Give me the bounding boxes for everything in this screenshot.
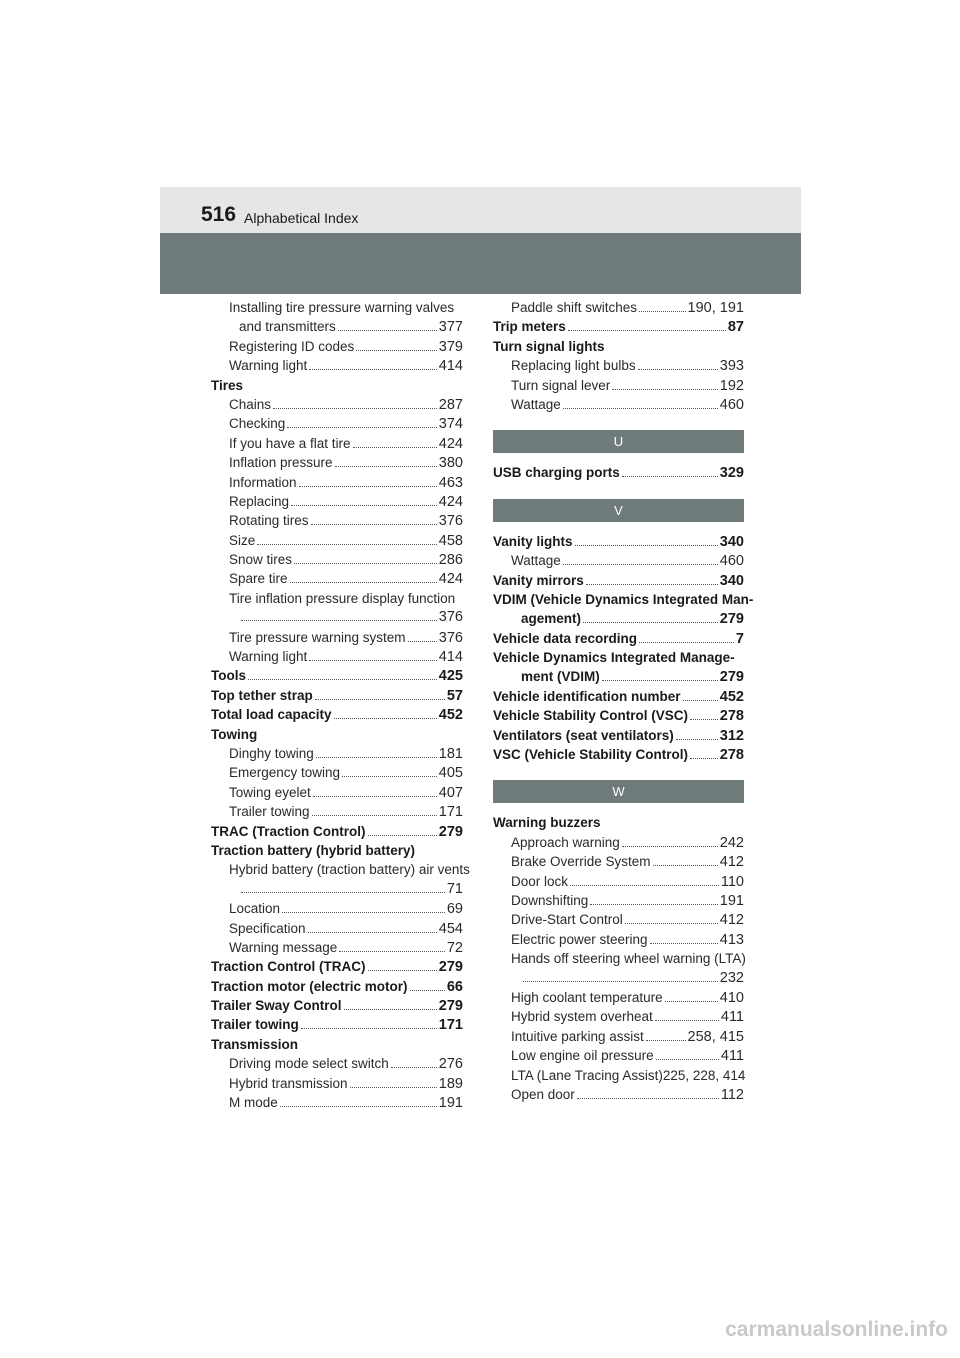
dot-leader bbox=[676, 739, 718, 740]
index-subentry bbox=[493, 872, 744, 891]
entry-page-ref: 411 bbox=[720, 1048, 744, 1065]
dot-leader bbox=[656, 1059, 719, 1060]
entry-label: Size bbox=[229, 532, 256, 548]
entry-page-ref: 379 bbox=[438, 338, 463, 355]
page-title: Alphabetical Index bbox=[244, 210, 359, 226]
dot-leader bbox=[690, 719, 718, 720]
entry-label: High coolant temperature bbox=[511, 989, 663, 1005]
index-entry bbox=[211, 957, 463, 976]
dot-leader bbox=[655, 1020, 719, 1021]
dot-leader bbox=[368, 970, 437, 971]
entry-label: Door lock bbox=[511, 873, 569, 889]
entry-label: VSC (Vehicle Stability Control) bbox=[493, 747, 689, 763]
entry-label: Wattage bbox=[511, 396, 561, 412]
entry-page-ref: 424 bbox=[438, 435, 463, 452]
entry-label: Tire inflation pressure display function bbox=[229, 590, 456, 606]
index-subentry bbox=[211, 434, 463, 453]
index-subentry bbox=[493, 891, 744, 910]
dot-leader bbox=[308, 932, 437, 933]
index-entry bbox=[493, 745, 744, 764]
index-subentry bbox=[211, 899, 463, 918]
index-subentry bbox=[211, 783, 463, 802]
dot-leader bbox=[683, 700, 718, 701]
dot-leader bbox=[273, 408, 437, 409]
entry-page-ref: 411 bbox=[720, 1009, 744, 1026]
dot-leader bbox=[602, 680, 718, 681]
entry-page-ref: 286 bbox=[438, 552, 463, 569]
entry-page-ref: 376 bbox=[438, 609, 463, 626]
dot-leader bbox=[568, 330, 726, 331]
entry-page-ref: 376 bbox=[438, 629, 463, 646]
entry-label: Chains bbox=[229, 396, 272, 412]
entry-label: Approach warning bbox=[511, 834, 620, 850]
entry-page-ref: 414 bbox=[438, 649, 463, 666]
index-subentry bbox=[211, 589, 463, 608]
dot-leader bbox=[410, 990, 445, 991]
entry-page-ref: 258, 415 bbox=[687, 1028, 744, 1045]
entry-page-ref: 407 bbox=[438, 784, 463, 801]
dot-leader bbox=[575, 545, 718, 546]
index-entry bbox=[211, 666, 463, 685]
index-column-left bbox=[211, 298, 470, 1112]
entry-page-ref: 171 bbox=[438, 804, 463, 821]
index-entry bbox=[211, 705, 463, 724]
index-entry bbox=[211, 1035, 463, 1054]
index-entry bbox=[493, 337, 744, 356]
dot-leader bbox=[612, 389, 718, 390]
entry-page-ref: 393 bbox=[719, 358, 744, 375]
entry-page-ref: 189 bbox=[438, 1075, 463, 1092]
dot-leader bbox=[294, 563, 437, 564]
entry-page-ref: 405 bbox=[438, 765, 463, 782]
index-entry bbox=[493, 590, 754, 609]
dot-leader bbox=[339, 951, 445, 952]
index-subentry bbox=[493, 1007, 744, 1026]
entry-page-ref: 279 bbox=[438, 998, 463, 1015]
index-subentry bbox=[493, 910, 744, 929]
entry-label: Low engine oil pressure bbox=[511, 1048, 654, 1064]
entry-label: Transmission bbox=[211, 1036, 299, 1052]
entry-page-ref: 425 bbox=[438, 668, 463, 685]
index-subentry bbox=[493, 930, 744, 949]
entry-label: Installing tire pressure warning valves bbox=[229, 300, 455, 315]
dot-leader bbox=[312, 815, 437, 816]
index-group-t-continued bbox=[493, 298, 744, 414]
dot-leader bbox=[342, 776, 437, 777]
index-subentry bbox=[211, 1093, 463, 1112]
entry-page-ref: 452 bbox=[438, 707, 463, 724]
index-subentry bbox=[211, 1074, 463, 1093]
index-subentry bbox=[211, 453, 463, 472]
entry-label: Warning message bbox=[229, 939, 338, 955]
index-subentry bbox=[211, 337, 463, 356]
dot-leader bbox=[638, 369, 718, 370]
dot-leader bbox=[290, 582, 437, 583]
entry-page-ref: 279 bbox=[438, 823, 463, 840]
index-subentry bbox=[493, 298, 744, 317]
index-entry bbox=[211, 996, 463, 1015]
dot-leader bbox=[301, 1028, 437, 1029]
entry-label: TRAC (Traction Control) bbox=[211, 823, 366, 839]
index-entry bbox=[493, 571, 744, 590]
entry-label: Trailer Sway Control bbox=[211, 998, 342, 1014]
entry-label: Driving mode select switch bbox=[229, 1056, 389, 1072]
dot-leader bbox=[241, 620, 437, 621]
index-subentry bbox=[211, 317, 463, 336]
index-subentry bbox=[493, 356, 744, 375]
dot-leader bbox=[315, 699, 445, 700]
entry-label: If you have a flat tire bbox=[229, 435, 351, 451]
entry-label: Downshifting bbox=[511, 892, 589, 908]
index-entry bbox=[211, 822, 463, 841]
index-entry bbox=[211, 977, 463, 996]
index-subentry bbox=[211, 608, 463, 627]
index-entry bbox=[493, 667, 744, 686]
section-header-w: W bbox=[493, 780, 744, 803]
index-subentry bbox=[493, 551, 744, 570]
entry-page-ref: 340 bbox=[719, 572, 744, 589]
entry-label: Total load capacity bbox=[211, 707, 332, 723]
entry-page-ref: 458 bbox=[438, 532, 463, 549]
dot-leader bbox=[665, 1001, 718, 1002]
entry-label: Vehicle identification number bbox=[493, 688, 681, 704]
index-entry bbox=[211, 1015, 463, 1034]
dot-leader bbox=[257, 544, 437, 545]
index-subentry bbox=[211, 763, 463, 782]
entry-label: Vanity lights bbox=[493, 533, 573, 549]
index-subentry bbox=[211, 569, 463, 588]
entry-page-ref: 380 bbox=[438, 455, 463, 472]
entry-page-ref: 278 bbox=[719, 708, 744, 725]
dot-leader bbox=[408, 641, 437, 642]
dot-leader bbox=[622, 476, 718, 477]
index-entry bbox=[493, 629, 744, 648]
dot-leader bbox=[583, 622, 718, 623]
index-entry bbox=[211, 841, 463, 860]
entry-page-ref: 287 bbox=[438, 396, 463, 413]
entry-label: agement) bbox=[521, 611, 582, 627]
index-entry bbox=[211, 725, 463, 744]
entry-page-ref: 190, 191 bbox=[687, 300, 744, 316]
index-subentry bbox=[211, 473, 463, 492]
index-entry bbox=[493, 317, 744, 336]
index-entry bbox=[493, 532, 744, 551]
dot-leader bbox=[309, 369, 437, 370]
dot-leader bbox=[690, 758, 718, 759]
index-subentry bbox=[493, 1046, 744, 1065]
entry-label: Tools bbox=[211, 668, 246, 684]
dot-leader bbox=[280, 1106, 437, 1107]
index-subentry bbox=[493, 988, 744, 1007]
entry-page-ref: 374 bbox=[438, 416, 463, 433]
index-subentry bbox=[493, 1085, 744, 1104]
entry-page-ref: 181 bbox=[438, 745, 463, 762]
dot-leader bbox=[391, 1067, 437, 1068]
entry-label: Checking bbox=[229, 416, 286, 432]
index-subentry bbox=[493, 376, 744, 395]
entry-label: Warning buzzers bbox=[493, 815, 601, 831]
entry-label: Vehicle Dynamics Integrated Manage- bbox=[493, 650, 735, 666]
entry-label: Emergency towing bbox=[229, 765, 341, 781]
entry-page-ref: 112 bbox=[720, 1086, 744, 1103]
entry-label: Hybrid system overheat bbox=[511, 1009, 653, 1025]
entry-label: Vehicle data recording bbox=[493, 630, 638, 646]
entry-page-ref: 276 bbox=[438, 1056, 463, 1073]
entry-label: Hands off steering wheel warning (LTA) bbox=[511, 951, 746, 967]
entry-page-ref: 171 bbox=[438, 1017, 463, 1034]
entry-page-ref: 329 bbox=[719, 465, 744, 482]
index-group-u bbox=[493, 463, 744, 482]
dot-leader bbox=[334, 718, 437, 719]
entry-label: Drive-Start Control bbox=[511, 912, 623, 928]
header-dark-band bbox=[160, 233, 801, 294]
entry-page-ref: 377 bbox=[438, 319, 463, 336]
index-subentry bbox=[493, 949, 744, 968]
entry-page-ref: 71 bbox=[446, 880, 463, 897]
page-number: 516 bbox=[201, 203, 237, 226]
index-subentry bbox=[211, 550, 463, 569]
entry-label: Hybrid transmission bbox=[229, 1075, 348, 1091]
index-entry bbox=[211, 686, 463, 705]
entry-label: Open door bbox=[511, 1086, 575, 1102]
dot-leader bbox=[523, 981, 718, 982]
entry-label: Traction battery (hybrid battery) bbox=[211, 842, 416, 858]
entry-page-ref: 312 bbox=[719, 727, 744, 744]
dot-leader bbox=[356, 350, 436, 351]
entry-page-ref: 279 bbox=[438, 959, 463, 976]
index-entry: LTA (Lane Tracing Assist)225, 228, 414 bbox=[511, 1067, 746, 1083]
index-subentry bbox=[211, 298, 463, 317]
entry-label: Top tether strap bbox=[211, 687, 313, 703]
entry-label: Wattage bbox=[511, 553, 561, 569]
dot-leader bbox=[570, 885, 719, 886]
entry-page-ref: 242 bbox=[719, 834, 744, 851]
entry-page-ref: 413 bbox=[719, 931, 744, 948]
entry-page-ref: 460 bbox=[719, 396, 744, 413]
index-entry bbox=[211, 376, 463, 395]
dot-leader bbox=[338, 330, 437, 331]
dot-leader bbox=[639, 311, 685, 312]
index-subentry bbox=[211, 356, 463, 375]
entry-label: Trip meters bbox=[493, 319, 566, 335]
entry-label: Ventilators (seat ventilators) bbox=[493, 727, 674, 743]
index-subentry bbox=[211, 860, 470, 879]
dot-leader bbox=[344, 1009, 437, 1010]
entry-label: Information bbox=[229, 474, 297, 490]
index-entry bbox=[493, 726, 744, 745]
entry-page-ref: 412 bbox=[719, 912, 744, 929]
dot-leader bbox=[287, 427, 437, 428]
dot-leader bbox=[248, 679, 437, 680]
entry-page-ref: 279 bbox=[719, 611, 744, 628]
watermark: carmanualsonline.info bbox=[725, 1318, 948, 1341]
entry-label: VDIM (Vehicle Dynamics Integrated Man- bbox=[493, 591, 754, 607]
entry-page-ref: 424 bbox=[438, 493, 463, 510]
index-entry bbox=[493, 463, 744, 482]
entry-label: Spare tire bbox=[229, 571, 288, 587]
entry-label: USB charging ports bbox=[493, 465, 620, 481]
dot-leader bbox=[563, 564, 718, 565]
entry-label: Vanity mirrors bbox=[493, 572, 584, 588]
entry-page-ref: 66 bbox=[446, 978, 463, 995]
entry-label: Warning light bbox=[229, 649, 308, 665]
dot-leader bbox=[646, 1040, 686, 1041]
entry-page-ref: 87 bbox=[727, 319, 744, 336]
entry-label: Rotating tires bbox=[229, 513, 309, 529]
entry-page-ref: 72 bbox=[446, 939, 463, 956]
index-subentry bbox=[211, 531, 463, 550]
entry-page-ref: 279 bbox=[719, 669, 744, 686]
index-subentry bbox=[211, 1054, 463, 1073]
dot-leader bbox=[311, 524, 437, 525]
index-subentry bbox=[211, 744, 463, 763]
dot-leader bbox=[625, 923, 718, 924]
entry-label: Tires bbox=[211, 377, 244, 393]
entry-label: Traction motor (electric motor) bbox=[211, 978, 408, 994]
entry-label: Location bbox=[229, 901, 281, 917]
entry-page-ref: 191 bbox=[719, 892, 744, 909]
index-subentry bbox=[211, 880, 463, 899]
entry-label: Electric power steering bbox=[511, 931, 648, 947]
index-subentry bbox=[211, 511, 463, 530]
entry-page-ref: 376 bbox=[438, 513, 463, 530]
entry-label: Replacing bbox=[229, 493, 290, 509]
entry-page-ref: 69 bbox=[446, 901, 463, 918]
dot-leader bbox=[291, 505, 437, 506]
index-subentry bbox=[211, 919, 463, 938]
entry-label: and transmitters bbox=[239, 319, 336, 335]
index-subentry bbox=[493, 852, 744, 871]
entry-label: Brake Override System bbox=[511, 854, 651, 870]
entry-page-ref: 191 bbox=[438, 1095, 463, 1112]
dot-leader bbox=[335, 466, 437, 467]
entry-page-ref: 340 bbox=[719, 533, 744, 550]
index-subentry bbox=[211, 647, 463, 666]
entry-label: Vehicle Stability Control (VSC) bbox=[493, 708, 689, 724]
index-subentry bbox=[211, 938, 463, 957]
entry-label: Towing eyelet bbox=[229, 784, 311, 800]
dot-leader bbox=[563, 408, 718, 409]
dot-leader bbox=[590, 904, 718, 905]
index-subentry bbox=[211, 492, 463, 511]
dot-leader bbox=[368, 835, 437, 836]
entry-page-ref: 460 bbox=[719, 553, 744, 570]
entry-page-ref: 452 bbox=[719, 688, 744, 705]
dot-leader bbox=[299, 486, 437, 487]
entry-label: Warning light bbox=[229, 358, 308, 374]
dot-leader bbox=[313, 796, 437, 797]
section-header-u: U bbox=[493, 430, 744, 453]
entry-label: Trailer towing bbox=[211, 1017, 299, 1033]
index-subentry bbox=[493, 969, 744, 988]
entry-page-ref: 192 bbox=[719, 377, 744, 394]
dot-leader bbox=[586, 584, 718, 585]
index-group-v bbox=[493, 532, 754, 765]
entry-page-ref: 278 bbox=[719, 747, 744, 764]
index-subentry bbox=[211, 802, 463, 821]
index-entry bbox=[493, 609, 744, 628]
entry-label: M mode bbox=[229, 1095, 278, 1111]
entry-page-ref: 463 bbox=[438, 474, 463, 491]
index-subentry bbox=[493, 833, 744, 852]
entry-label: Turn signal lever bbox=[511, 377, 611, 393]
index-subentry bbox=[493, 395, 744, 414]
entry-page-ref: 454 bbox=[438, 920, 463, 937]
dot-leader bbox=[241, 892, 445, 893]
index-entry bbox=[493, 706, 744, 725]
entry-label: ment (VDIM) bbox=[521, 669, 600, 685]
entry-label: Inflation pressure bbox=[229, 455, 333, 471]
index-entry bbox=[493, 687, 744, 706]
entry-page-ref: 57 bbox=[446, 687, 463, 704]
entry-label: Hybrid battery (traction battery) air vents bbox=[229, 862, 470, 878]
dot-leader bbox=[353, 447, 437, 448]
entry-label: Towing bbox=[211, 726, 258, 742]
dot-leader bbox=[650, 943, 718, 944]
dot-leader bbox=[350, 1087, 437, 1088]
index-column-right bbox=[493, 298, 754, 1104]
entry-label: Registering ID codes bbox=[229, 338, 355, 354]
index-group-w bbox=[493, 813, 744, 1104]
dot-leader bbox=[282, 912, 445, 913]
dot-leader bbox=[316, 757, 437, 758]
entry-page-ref: 410 bbox=[719, 989, 744, 1006]
entry-page-ref: 232 bbox=[719, 969, 744, 986]
section-header-v: V bbox=[493, 499, 744, 522]
entry-page-ref: 7 bbox=[735, 630, 744, 647]
dot-leader bbox=[577, 1098, 719, 1099]
dot-leader bbox=[622, 846, 718, 847]
index-subentry bbox=[211, 414, 463, 433]
dot-leader bbox=[639, 642, 734, 643]
entry-label: Trailer towing bbox=[229, 804, 310, 820]
entry-label: Replacing light bulbs bbox=[511, 358, 636, 374]
index-subentry bbox=[211, 395, 463, 414]
entry-label: Dinghy towing bbox=[229, 745, 314, 761]
entry-page-ref: 414 bbox=[438, 358, 463, 375]
dot-leader bbox=[309, 660, 437, 661]
entry-label: Tire pressure warning system bbox=[229, 629, 406, 645]
entry-page-ref: 110 bbox=[720, 873, 744, 890]
entry-label: Specification bbox=[229, 920, 306, 936]
index-subentry bbox=[211, 628, 463, 647]
entry-label: Snow tires bbox=[229, 552, 293, 568]
entry-label: Traction Control (TRAC) bbox=[211, 959, 366, 975]
entry-page-ref: 412 bbox=[719, 854, 744, 871]
index-entry bbox=[493, 813, 744, 832]
dot-leader bbox=[653, 865, 718, 866]
entry-label: Intuitive parking assist bbox=[511, 1028, 644, 1044]
index-entry bbox=[493, 648, 744, 667]
index-subentry bbox=[493, 1027, 744, 1046]
entry-label: Paddle shift switches bbox=[511, 300, 638, 315]
entry-page-ref: 424 bbox=[438, 571, 463, 588]
entry-label: Turn signal lights bbox=[493, 338, 605, 354]
